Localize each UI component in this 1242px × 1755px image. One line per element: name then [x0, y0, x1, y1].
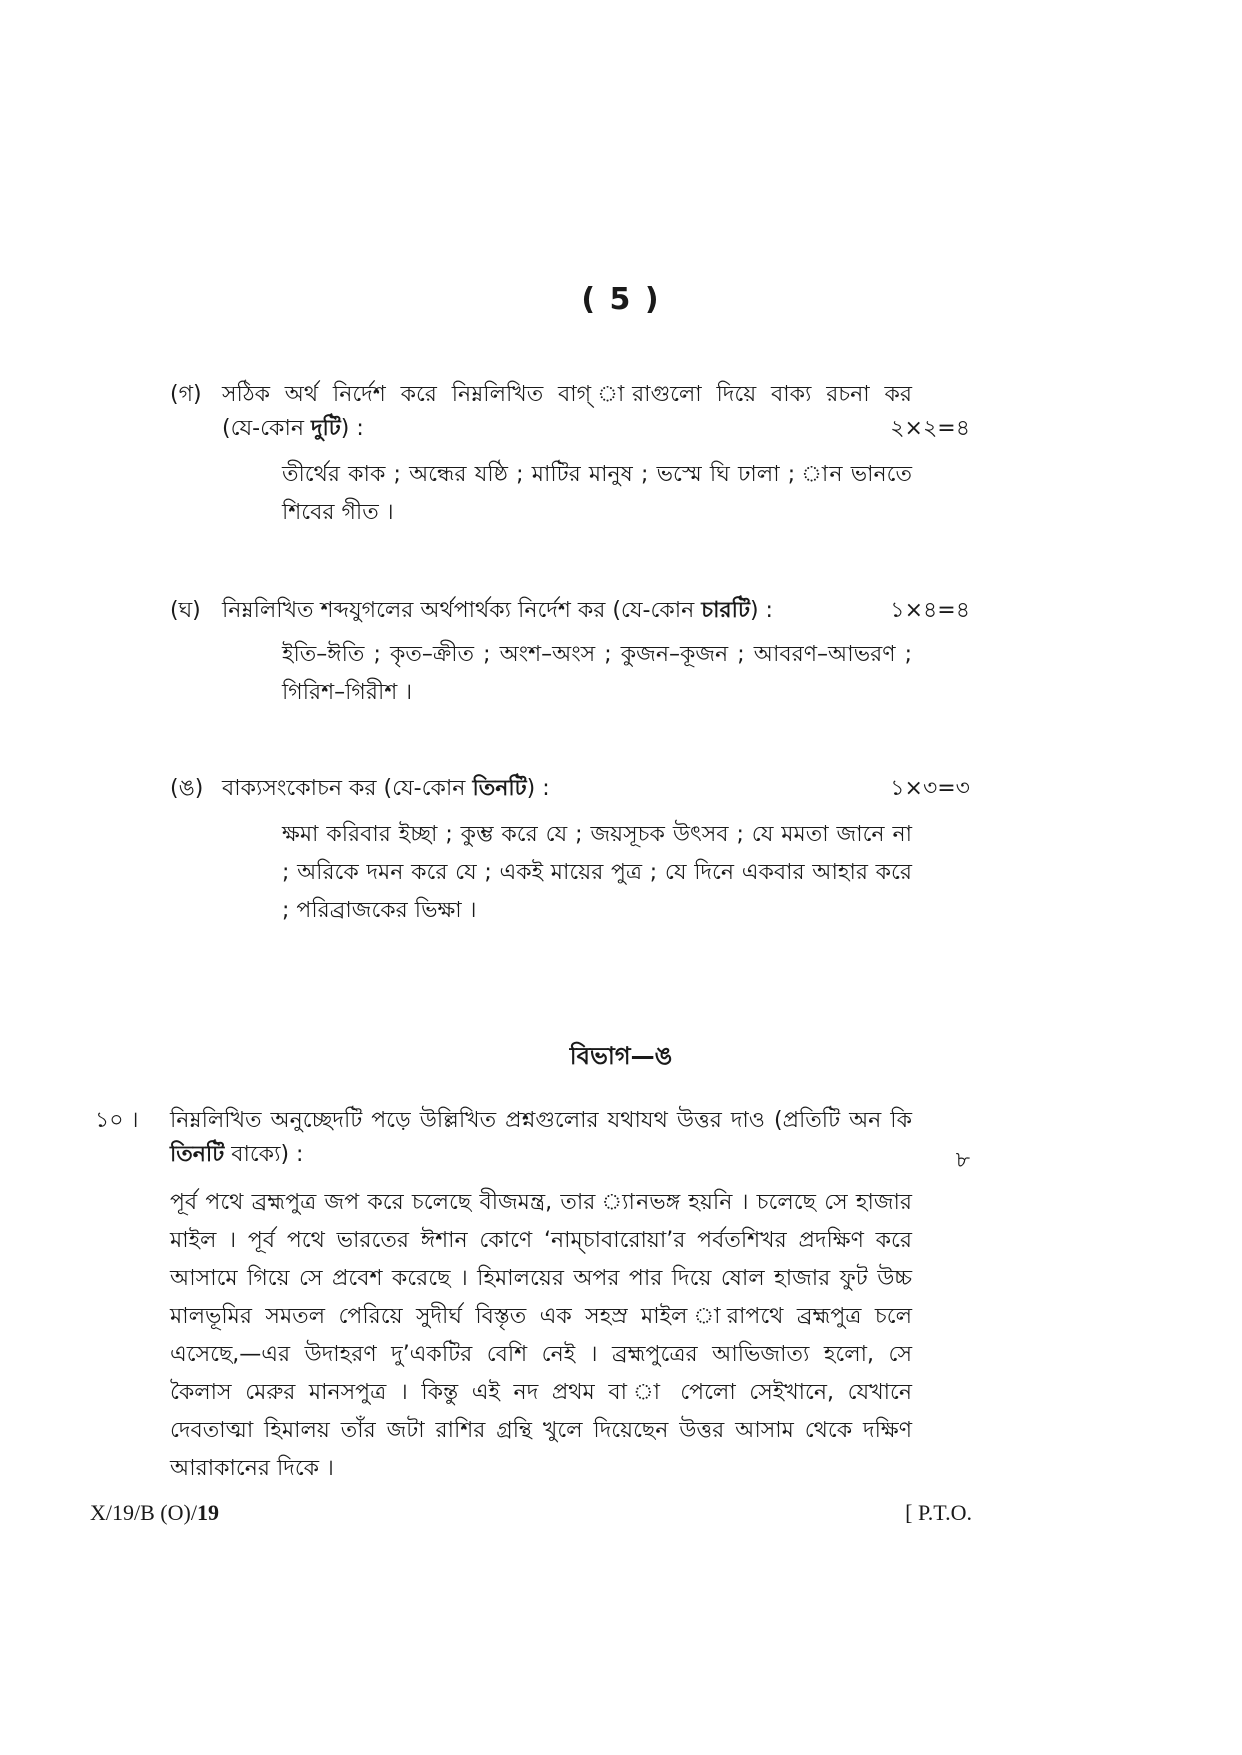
question-gha-count: চারটি — [701, 598, 750, 623]
pto-label: [ P.T.O. — [905, 1500, 972, 1525]
question-ga-line1: সঠিক অর্থ নির্দেশ করে নিম্নলিখিত বাগ্‌ ারাগুলো দিয়ে বাক্য রচনা কর — [222, 382, 912, 407]
question-umo-line1 — [222, 772, 550, 806]
section-heading: বিভাগ—ঙ — [569, 1042, 673, 1070]
question-umo-marks: ১×৩=৩ — [890, 776, 970, 801]
question-10-number: ১০ । — [95, 1108, 139, 1133]
question-gha-line1-pre: নিম্নলিখিত শব্দযুগলের অর্থপার্থক্য নির্দেশ কর (যে-কোন — [222, 598, 702, 623]
question-10-line2 — [170, 1138, 303, 1172]
question-ga-marks: ২×২=৪ — [890, 416, 970, 441]
question-gha-items: ইতি–ঈতি ; কৃত–ক্রীত ; অংশ–অংস ; কুজন–কূজন ; আবরণ–আভরণ ; গিরিশ–গিরীশ । — [282, 642, 912, 705]
question-ga-line2 — [222, 412, 364, 446]
page-number: ( 5 ) — [581, 282, 661, 317]
question-gha-marks: ১×৪=৪ — [890, 598, 970, 623]
question-ga-items: তীর্থের কাক ; অন্ধের যষ্ঠি ; মাটির মানুষ ; ভস্মে ঘি ঢালা ; ান ভানতে শিবের গীত । — [282, 462, 912, 525]
paper-code-number: 19 — [196, 1500, 219, 1525]
question-10-line2-post: বাক্যে) : — [224, 1142, 304, 1167]
question-gha-line1 — [222, 594, 773, 628]
question-ga-line2-post: ) : — [340, 416, 364, 441]
paper-code — [90, 1500, 219, 1526]
question-ga-label: (গ) — [170, 382, 202, 407]
question-ga-count: দুটি — [310, 416, 341, 441]
question-umo-label: (ঙ) — [170, 776, 204, 801]
question-gha-label: (ঘ) — [170, 598, 201, 623]
question-gha-line1-post: ) : — [749, 598, 773, 623]
question-umo-line1-post: ) : — [526, 776, 550, 801]
question-umo-count: তিনটি — [472, 776, 527, 801]
paper-code-prefix: X/19/B (O)/ — [90, 1500, 197, 1525]
question-umo-items: ক্ষমা করিবার ইচ্ছা ; কুম্ভ করে যে ; জয়সূচক উৎসব ; যে মমতা জানে না ; অরিকে দমন করে যে ; একই মায়ের পুত্র ; যে দিনে একবার আহার করে ; পরিব্রাজকের ভিক্ষা । — [282, 822, 912, 923]
question-umo-line1-pre: বাক্যসংকোচন কর (যে-কোন — [222, 776, 473, 801]
question-10-passage: পূর্ব পথে ব্রহ্মপুত্র জপ করে চলেছে বীজমন্ত্র, তার ্যানভঙ্গ হয়নি । চলেছে সে হাজার মাইল । পূর্ব পথে ভারতের ঈশান কোণে ‘নাম্চাবারোয়া’র পর্বতশিখর প্রদক্ষিণ করে আসামে গিয়ে সে প্রবেশ করেছে । হিমালয়ের অপর পার দিয়ে ষোল হাজার ফুট উচ্চ মালভূমির সমতল পেরিয়ে সুদীর্ঘ বিস্তৃত এক সহস্র মাইল ারাপথে ব্রহ্মপুত্র চলে এসেছে,—এর উদাহরণ দু’একটির বেশি নেই । ব্রহ্মপুত্রের আভিজাত্য হলো, সে কৈলাস মেরুর মানসপুত্র । কিন্তু এই নদ প্রথম বা া পেলো সেইখানে, যেখানে দেবতাত্মা হিমালয় তাঁর জটা রাশির গ্রন্থি খুলে দিয়েছেন উত্তর আসাম থেকে দক্ষিণ আরাকানের দিকে । — [170, 1190, 912, 1481]
question-ga-line2-pre: (যে-কোন — [222, 416, 311, 441]
question-10-line1: নিম্নলিখিত অনুচ্ছেদটি পড়ে উল্লিখিত প্রশ্নগুলোর যথাযথ উত্তর দাও (প্রতিটি অন কি — [170, 1108, 912, 1133]
question-10-count: তিনটি — [170, 1142, 225, 1167]
question-10-marks: ৮ — [955, 1148, 970, 1173]
